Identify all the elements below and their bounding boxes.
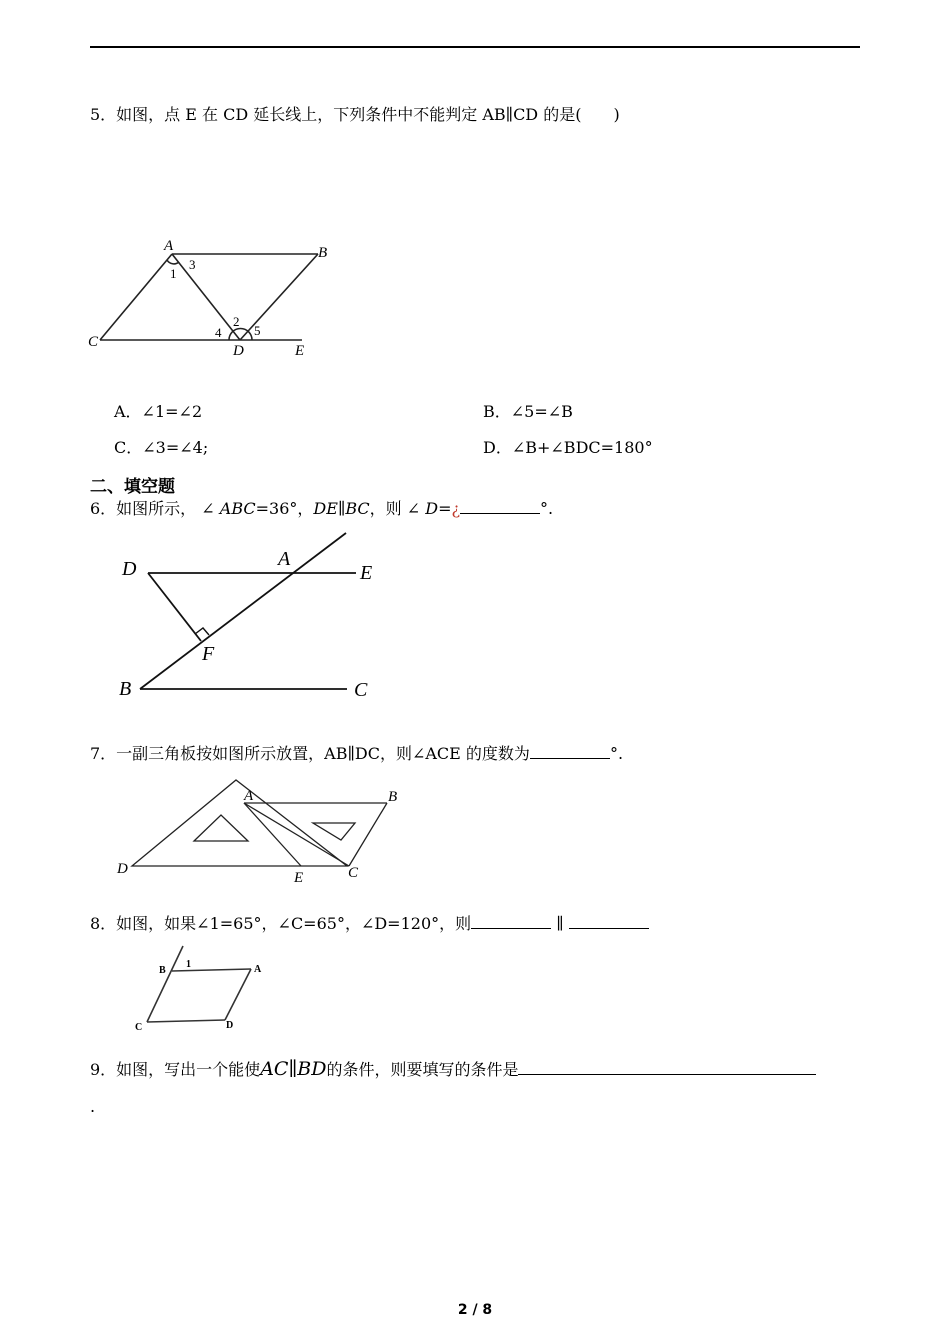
q5-angle-2: 2: [233, 314, 240, 329]
q6-parallel: ∥: [337, 499, 346, 518]
q5-option-a[interactable]: A．∠1=∠2: [114, 402, 203, 421]
q6-d: D: [425, 499, 439, 518]
question-8-figure: [118, 944, 278, 1034]
q6-answer-blank[interactable]: [460, 499, 540, 514]
q6-label-B: B: [119, 678, 132, 700]
q9-parallel: ∥: [288, 1058, 298, 1080]
q5-angle-3: 3: [189, 257, 196, 272]
q7-label-B: B: [388, 789, 398, 805]
q5-label-C: C: [88, 334, 99, 350]
q7-label-D: D: [117, 861, 128, 877]
q5-label-A: A: [164, 238, 174, 254]
q8-label-C: C: [135, 1022, 143, 1033]
q8-label-A: A: [254, 964, 262, 975]
question-7-figure: [114, 776, 414, 886]
q6-angle-symbol-2: ∠: [406, 499, 421, 518]
q8-answer-blank-2[interactable]: [569, 914, 649, 929]
q6-label-F: F: [202, 643, 215, 665]
q6-label-C: C: [354, 679, 368, 701]
q6-odd-char: ¿: [451, 499, 461, 518]
q6-eq: =: [438, 499, 452, 518]
q7-label-A: A: [244, 788, 254, 804]
q6-suffix: °.: [540, 499, 554, 518]
q8-angle-1: 1: [186, 959, 191, 970]
q8-label-B: B: [159, 965, 166, 976]
q9-answer-blank[interactable]: [518, 1060, 816, 1075]
q7-label-C: C: [348, 865, 359, 881]
q5-label-D: D: [233, 343, 244, 359]
q5-option-b[interactable]: B．∠5=∠B: [483, 402, 573, 421]
q7-label-E: E: [294, 870, 304, 886]
q6-bc: BC: [345, 499, 370, 518]
q7-text: 7．一副三角板按如图所示放置，AB∥DC，则∠ACE 的度数为: [90, 744, 530, 763]
q8-answer-blank-1[interactable]: [471, 914, 551, 929]
q9-ac: AC: [260, 1058, 289, 1080]
q9-suffix: 的条件，则要填写的条件是: [326, 1060, 519, 1079]
q9-bd: BD: [297, 1058, 327, 1080]
q6-prefix: 6．如图所示，: [90, 499, 197, 518]
q5-label-B: B: [318, 245, 328, 261]
q6-label-A: A: [278, 548, 291, 570]
q6-label-D: D: [122, 558, 137, 580]
q8-parallel: ∥: [556, 914, 564, 933]
q5-label-E: E: [295, 343, 305, 359]
q6-then: ，则: [369, 499, 402, 518]
q9-prefix: 9．如图，写出一个能使: [90, 1060, 261, 1079]
page-number: 2 / 8: [457, 1302, 493, 1318]
question-8-text: [90, 911, 649, 934]
q8-label-D: D: [226, 1020, 234, 1031]
header-rule: [90, 46, 860, 48]
question-5-figure: [86, 236, 346, 366]
q6-angle-symbol: ∠: [201, 499, 215, 518]
q6-de: DE: [313, 499, 338, 518]
section-title: 二、填空题: [90, 477, 175, 497]
q6-label-E: E: [360, 562, 373, 584]
q9-end-dot: .: [90, 1097, 96, 1116]
q6-abc: ABC: [219, 499, 256, 518]
question-7-text: [90, 741, 623, 764]
question-6-figure: [116, 528, 386, 703]
q5-angle-5: 5: [254, 323, 261, 338]
question-5-text: 5．如图，点 E 在 CD 延长线上，下列条件中不能判定 AB∥CD 的是( ): [90, 105, 620, 124]
q5-angle-4: 4: [215, 325, 222, 340]
question-9-text: [90, 1057, 816, 1080]
q5-option-d[interactable]: D．∠B+∠BDC=180°: [483, 438, 653, 457]
q7-answer-blank[interactable]: [530, 744, 610, 759]
q8-text: 8．如图，如果∠1=65°，∠C=65°，∠D=120°，则: [90, 914, 472, 933]
q6-degree: °，: [289, 499, 314, 518]
question-6-text: [90, 496, 553, 519]
q7-suffix: °.: [609, 744, 624, 763]
q5-angle-1: 1: [170, 266, 177, 281]
q5-option-c[interactable]: C．∠3=∠4;: [114, 438, 209, 457]
q6-eq36: =36: [255, 499, 290, 518]
